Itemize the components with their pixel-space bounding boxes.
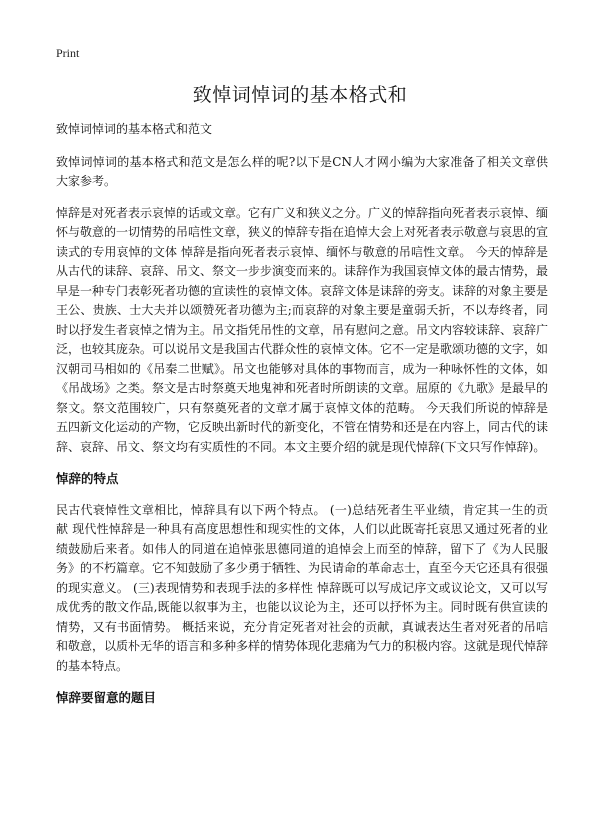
body-paragraph: 悼辞是对死者表示哀悼的话或文章。它有广义和狭义之分。广义的悼辞指向死者表示哀悼、缅怀与敬意的一切情势的吊唁性文章，狭义的悼辞专指在追悼大会上对死者表示敬意与哀思的宣读式的专用哀悼的文体 悼辞是指向死者表示哀悼、缅怀与敬意的吊唁性文章。 今天的悼辞是从古代的诔辞、哀辞、吊文、祭文一步步演变而来的。诔辞作为我国哀悼文体的最古情势，最早是一种专门表彰死者功德的宣读性的哀悼文体。哀辞文体是诔辞的旁支。诔辞的对象主要是王公、贵族、士大夫并以颂赞死者功德为主;而哀辞的对象主要是童弱夭折，不以寿终者，同时以抒发生者哀悼之情为主。吊文指凭吊性的文章，吊有慰问之意。吊文内容较诔辞、哀辞广泛，也较其庞杂。可以说吊文是我国古代群众性的哀悼文体。它不一定是歌颂功德的文字，如汉朝司马相如的《吊秦二世赋》。吊文也能够对具体的事物而言，成为一种咏怀性的文体，如《吊战场》之类。祭文是古时祭奠天地鬼神和死者时所朗读的文章。屈原的《九歌》是最早的祭文。祭文范围较广，只有祭奠死者的文章才属于哀悼文体的范畴。 今天我们所说的悼辞是五四新文化运动的产物，它反映出新时代的新变化，不管在情势和还是在内容上，同古代的诔辞、哀辞、吊文、祭文均有实质性的不同。本文主要介绍的就是现代悼辞(下文只写作悼辞)。 xyxy=(56,205,549,454)
features-paragraph: 民古代衰悼性文章相比，悼辞具有以下两个特点。 (一)总结死者生平业绩，肯定其一生的贡献 现代性悼辞是一种具有高度思想性和现实性的文体，人们以此既寄托哀思又通过死者的业绩鼓励后来者。如伟人的同道在追悼张思德同道的追悼会上而至的悼辞，留下了《为人民服务》的不朽篇章。它不知鼓励了多少勇于牺牲、为民请命的革命志士，直至今天它还具有很强的现实意义。 (三)表现情势和表现手法的多样性 悼辞既可以写成记序文或议论文，又可以写成优秀的散文作品,既能以叙事为主，也能以议论为主，还可以抒怀为主。同时既有供宣读的情势，又有书面情势。 概括来说，充分肯定死者对社会的贡献，真诚表达生者对死者的吊唁和敬意，以质朴无华的语言和多种多样的情势体现化悲痛为气力的积极内容。这就是现代悼辞的基本特点。 xyxy=(56,502,549,673)
section-heading-notes: 悼辞要留意的题目 xyxy=(56,690,157,705)
intro-paragraph: 致悼词悼词的基本格式和范文是怎么样的呢?以下是CN人才网小编为大家准备了相关文章供大家参考。 xyxy=(56,154,548,188)
print-link[interactable]: Print xyxy=(56,46,80,60)
page-title: 致悼词悼词的基本格式和 xyxy=(192,84,408,106)
section-heading-features: 悼辞的特点 xyxy=(56,471,119,486)
article-content xyxy=(56,120,548,720)
article-subtitle: 致悼词悼词的基本格式和范文 xyxy=(56,122,213,136)
